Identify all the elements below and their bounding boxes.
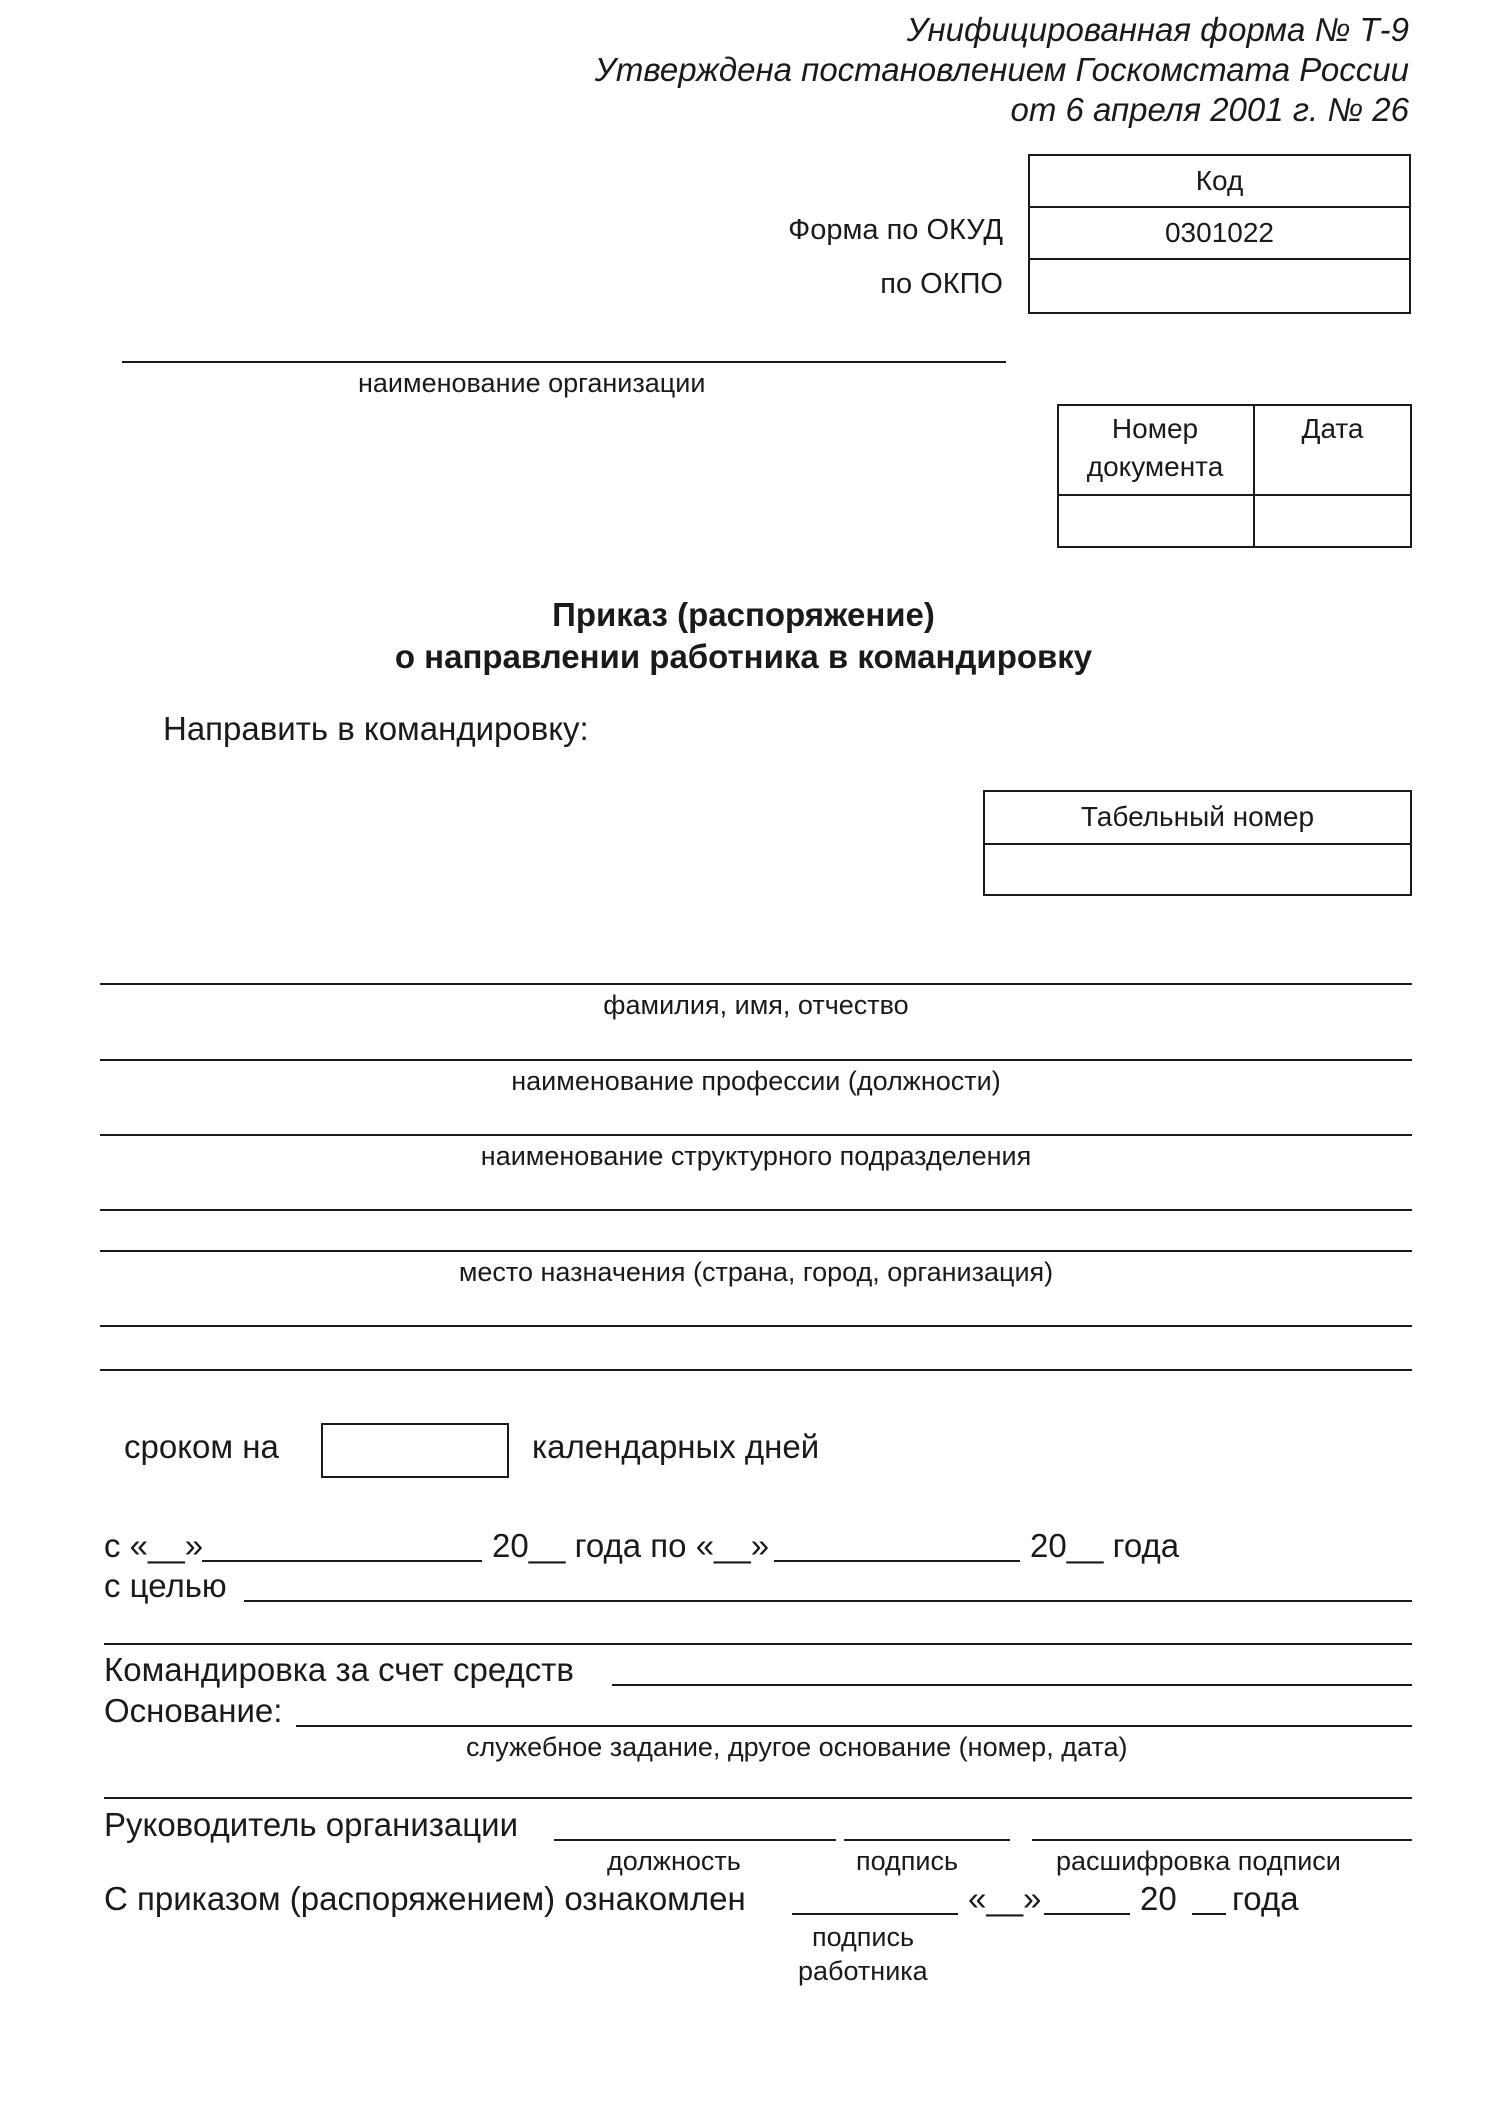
document-title-line-1: Приказ (распоряжение) <box>552 596 935 633</box>
codes-header: Код <box>1195 165 1244 196</box>
date-year-from: 20__ года по «__» <box>492 1527 770 1564</box>
form-header-line-2: Утверждена постановлением Госкомстата России <box>594 51 1409 88</box>
ack-year: 20 <box>1140 1880 1177 1917</box>
ack-caption-line-2: работника <box>798 1956 928 1986</box>
okud-value[interactable]: 0301022 <box>1164 217 1274 248</box>
date-from-prefix: с «__» <box>104 1527 204 1564</box>
destination-caption: место назначения (страна, город, организация) <box>458 1257 1054 1287</box>
term-days-box[interactable] <box>321 1423 509 1478</box>
head-signature-caption: подпись <box>856 1846 959 1876</box>
ack-label: С приказом (распоряжением) ознакомлен <box>104 1880 746 1917</box>
form-header-line-1: Унифицированная форма № Т-9 <box>906 11 1409 48</box>
profession-caption: наименование профессии (должности) <box>511 1066 1001 1096</box>
doc-number-header-2: документа <box>1086 451 1224 482</box>
funding-label: Командировка за счет средств <box>104 1651 574 1688</box>
doc-number-cell[interactable] <box>1059 496 1251 546</box>
department-caption: наименование структурного подразделения <box>480 1141 1032 1171</box>
organization-caption: наименование организации <box>358 368 706 398</box>
doc-number-header-1: Номер <box>1111 413 1199 444</box>
department-field[interactable] <box>100 1134 1412 1136</box>
funding-field[interactable] <box>612 1684 1412 1686</box>
send-label: Направить в командировку: <box>163 710 589 747</box>
form-header-line-3: от 6 апреля 2001 г. № 26 <box>1010 91 1409 128</box>
tab-number-cell[interactable] <box>985 845 1410 894</box>
head-signature-field[interactable] <box>844 1839 1010 1841</box>
document-title-line-2: о направлении работника в командировку <box>394 638 1093 675</box>
fio-caption: фамилия, имя, отчество <box>603 990 909 1020</box>
okpo-label: по ОКПО <box>880 268 1003 300</box>
basis-extra-line[interactable] <box>104 1797 1412 1799</box>
basis-caption: служебное задание, другое основание (номер, дата) <box>466 1732 1128 1762</box>
ack-date-month-field[interactable] <box>1044 1913 1130 1915</box>
ack-signature-field[interactable] <box>792 1913 958 1915</box>
term-suffix: календарных дней <box>532 1428 820 1465</box>
head-decoding-caption: расшифровка подписи <box>1056 1846 1341 1876</box>
doc-date-cell[interactable] <box>1255 496 1410 546</box>
okud-label: Форма по ОКУД <box>788 214 1003 246</box>
basis-field[interactable] <box>296 1725 1412 1727</box>
date-from-month-field[interactable] <box>202 1560 482 1562</box>
head-label: Руководитель организации <box>104 1806 519 1843</box>
organization-name-field[interactable] <box>122 361 1006 363</box>
date-year-to: 20__ года <box>1030 1527 1180 1564</box>
purpose-extra-line[interactable] <box>104 1643 1412 1645</box>
head-position-caption: должность <box>607 1846 741 1876</box>
ack-date-quote: «__» <box>968 1880 1042 1917</box>
ack-year-field[interactable] <box>1192 1913 1226 1915</box>
codes-table-divider-1 <box>1028 206 1411 208</box>
ack-caption-line-1: подпись <box>812 1922 915 1952</box>
date-to-month-field[interactable] <box>774 1560 1020 1562</box>
profession-field[interactable] <box>100 1059 1412 1061</box>
destination-field[interactable] <box>100 1250 1412 1252</box>
purpose-field[interactable] <box>244 1600 1412 1602</box>
ack-year-suffix: года <box>1232 1880 1299 1917</box>
head-decoding-field[interactable] <box>1032 1839 1412 1841</box>
destination-extra-line-1[interactable] <box>100 1325 1412 1327</box>
doc-date-header: Дата <box>1301 413 1364 444</box>
tab-number-header: Табельный номер <box>1080 801 1315 832</box>
department-extra-line[interactable] <box>100 1209 1412 1211</box>
basis-label: Основание: <box>104 1692 283 1729</box>
destination-extra-line-2[interactable] <box>100 1369 1412 1371</box>
fio-field[interactable] <box>100 983 1412 985</box>
codes-table-divider-2 <box>1028 258 1411 260</box>
purpose-label: с целью <box>104 1567 227 1604</box>
term-prefix: сроком на <box>124 1428 279 1465</box>
head-position-field[interactable] <box>554 1839 836 1841</box>
